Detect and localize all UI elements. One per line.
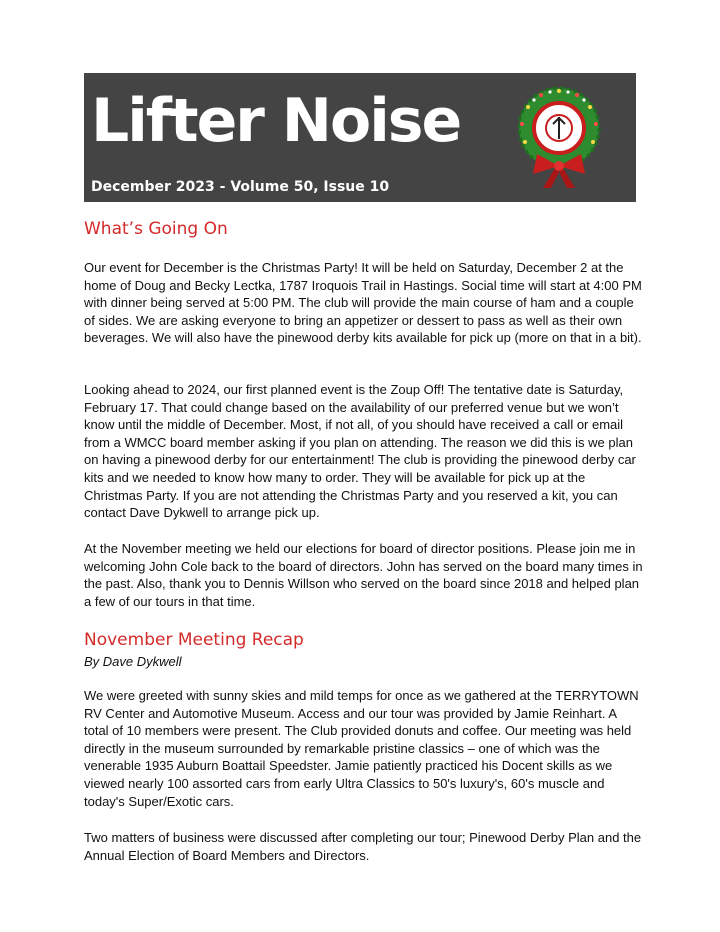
issue-line: December 2023 - Volume 50, Issue 10 bbox=[91, 179, 390, 195]
newsletter-title: Lifter Noise bbox=[91, 86, 461, 156]
wreath-logo bbox=[511, 82, 607, 192]
masthead bbox=[84, 73, 636, 202]
paragraph-zoup-off: Looking ahead to 2024, our first planned event is the Zoup Off! The tentative date is Saturday, February 17. That could change based on the availability of our preferred venue but we won’t know until the middle of December. Most, if not all, of you should have received a call or email from a WMCC board member asking if you plan on attending. The reason we did this is we plan on having a pinewood derby for our entertainment! The club is providing the pinewood derby car kits and we needed to know how many to order. They will be available for pick up at the Christmas Party. If you are not attending the Christmas Party and you reserved a kit, you can contact Dave Dykwell to arrange pick up. bbox=[84, 382, 636, 521]
paragraph-business-matters: Two matters of business were discussed after completing our tour; Pinewood Derby Plan and the Annual Election of Board Members and Directors. bbox=[84, 830, 642, 863]
paragraph-christmas-party: Our event for December is the Christmas Party! It will be held on Saturday, December 2 at the home of Doug and Becky Lectka, 1787 Iroquois Trail in Hastings. Social time will start at 4:00 PM with dinner being served at 5:00 PM. The club will provide the main course of ham and a couple of sides. We are asking everyone to bring an appetizer or dessert to pass as well as their own beverages. We will also have the pinewood derby kits available for pick up (more on that in a bit). bbox=[84, 260, 642, 346]
paragraph-museum-visit: We were greeted with sunny skies and mild temps for once as we gathered at the TERRYTOWN RV Center and Automotive Museum. Access and our tour was provided by Jamie Reinhart. A total of 10 members were present. The Club provided donuts and coffee. Our meeting was held directly in the museum surrounded by remarkable pristine classics – one of which was the venerable 1935 Auburn Boattail Speedster. Jamie patiently practiced his Docent skills as we viewed nearly 100 assorted cars from early Ultra Classics to 50's luxury's, 60's muscle and today's Super/Exotic cars. bbox=[84, 688, 639, 809]
paragraph-board-elections: At the November meeting we held our elections for board of director positions. Please join me in welcoming John Cole back to the board of directors. John has served on the board many times in the past. Also, thank you to Dennis Willson who served on the board since 2018 and helped plan a few of our tours in that time. bbox=[84, 541, 643, 609]
heading-whats-going-on: What’s Going On bbox=[84, 219, 228, 239]
byline: By Dave Dykwell bbox=[84, 654, 182, 669]
heading-november-recap: November Meeting Recap bbox=[84, 630, 304, 650]
